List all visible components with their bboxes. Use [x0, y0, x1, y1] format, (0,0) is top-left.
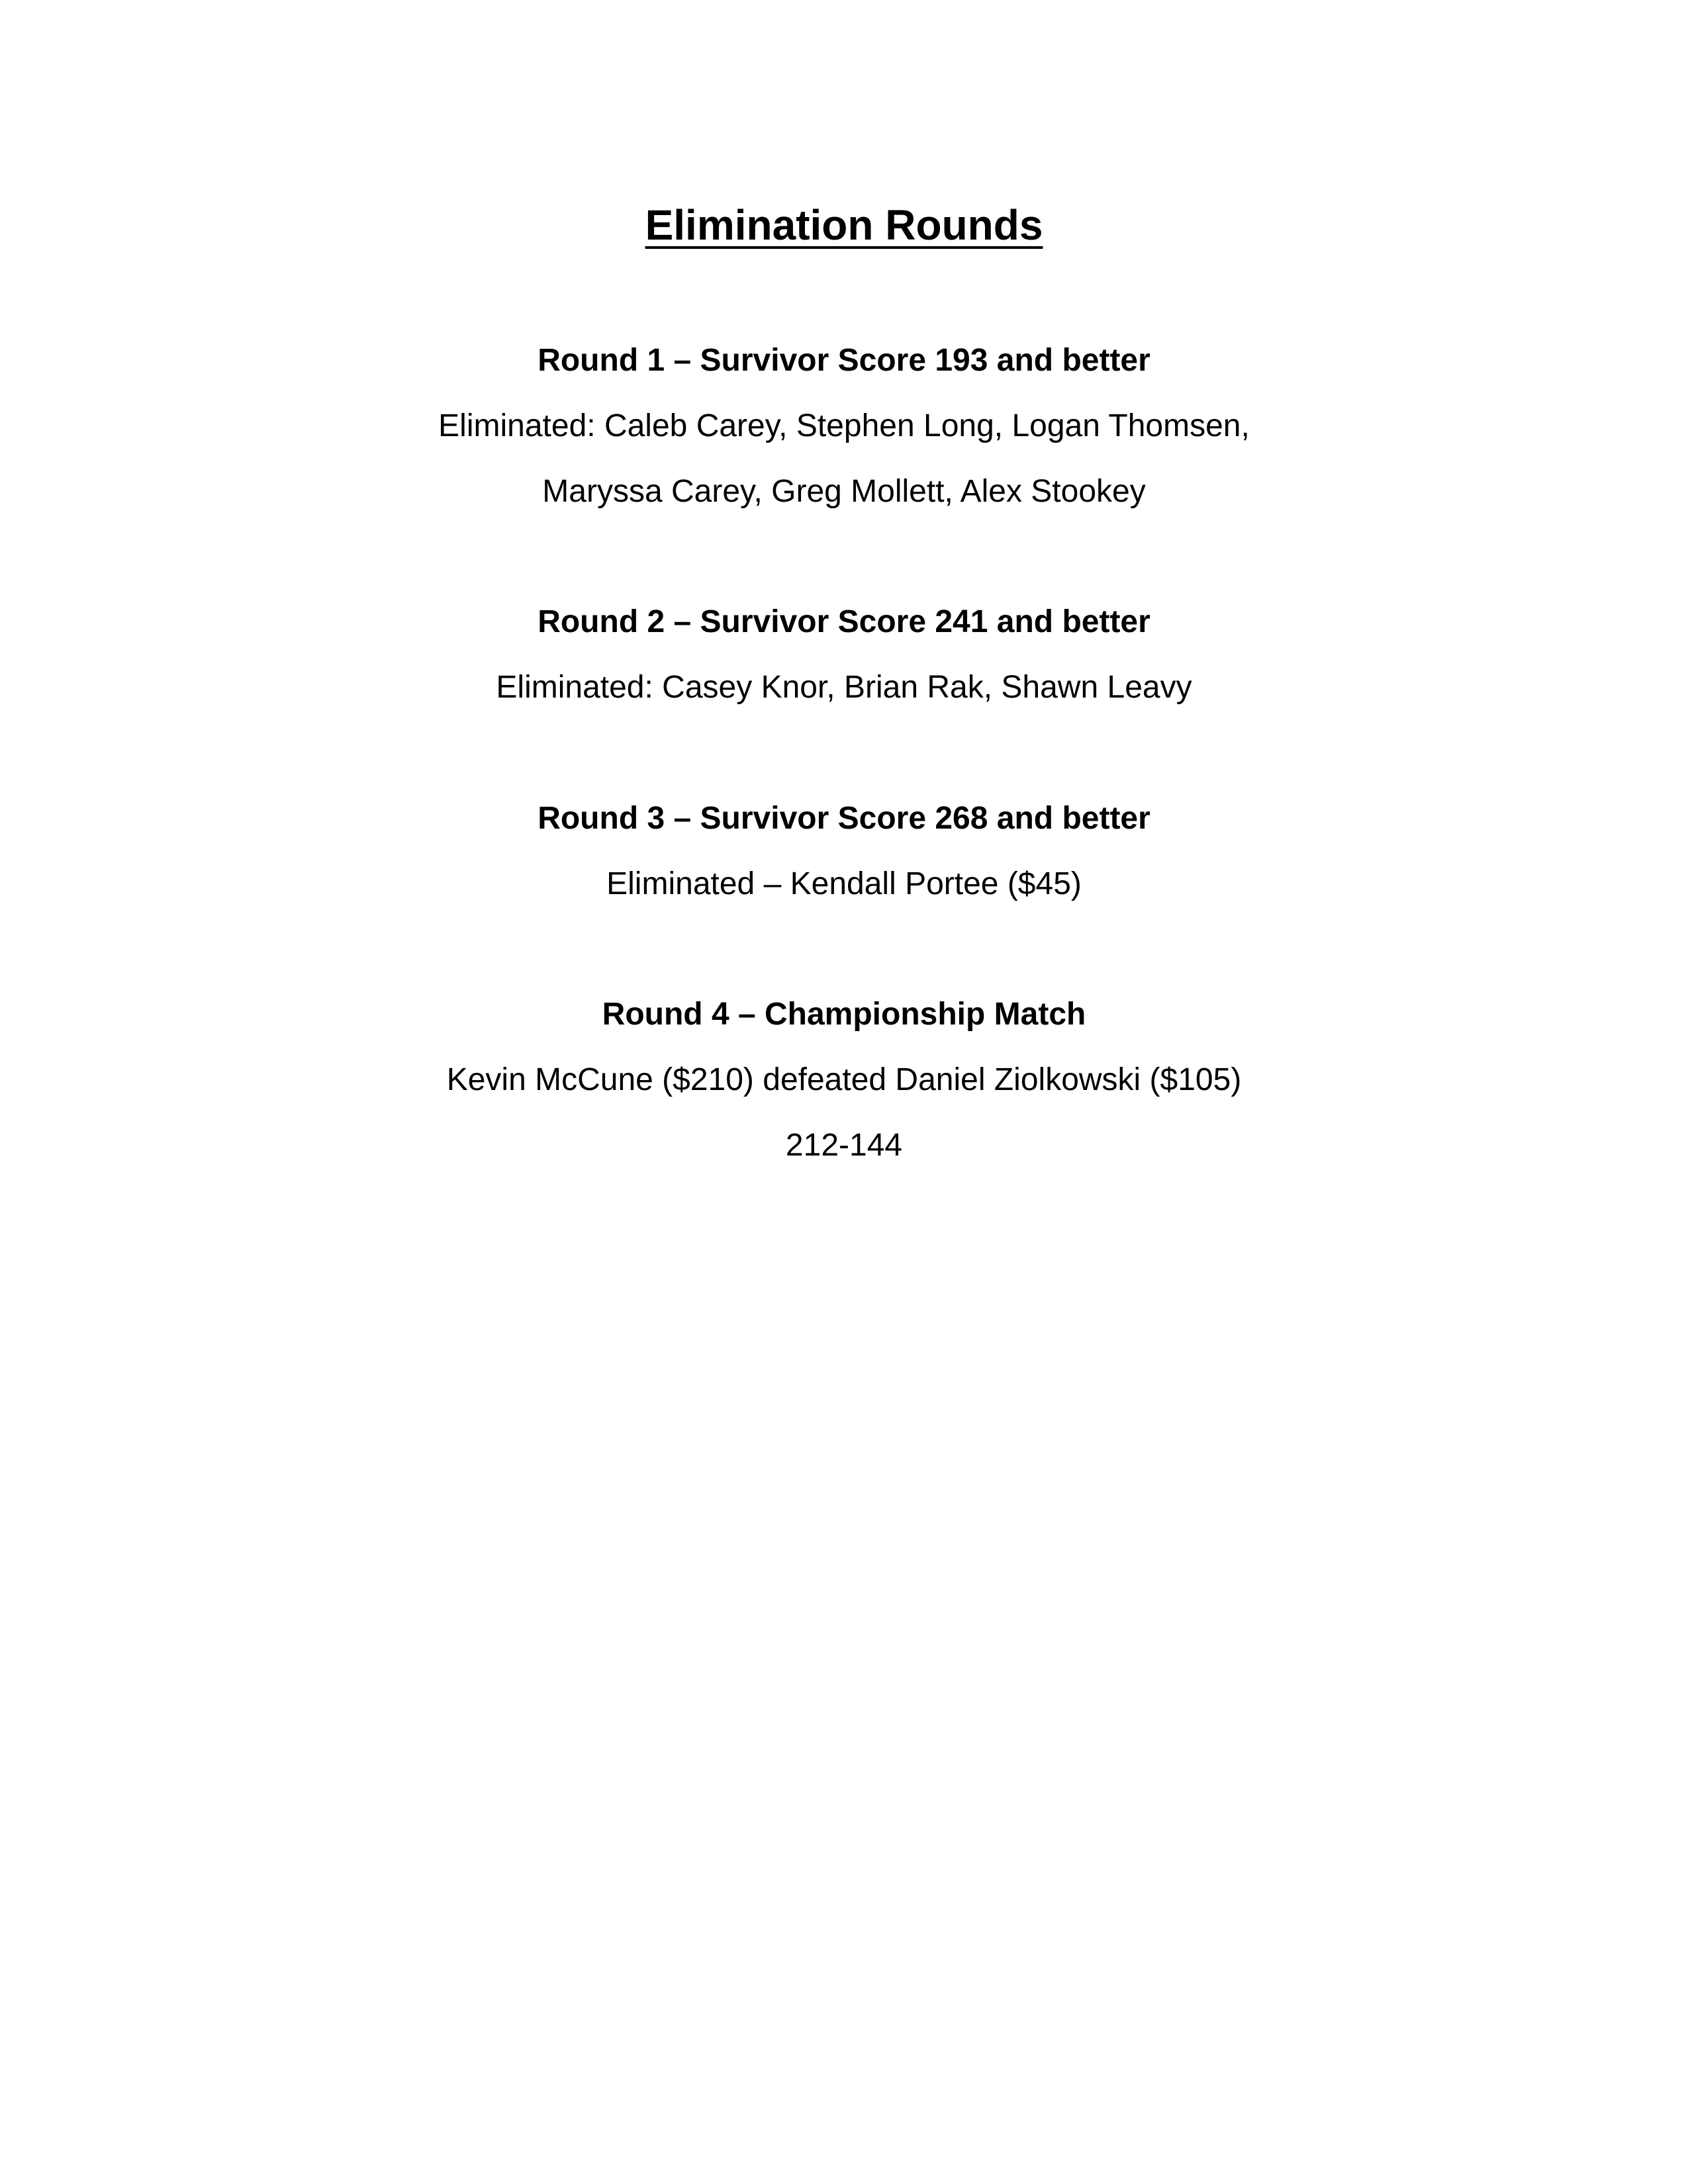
round-1-heading: Round 1 – Survivor Score 193 and better [538, 343, 1150, 378]
round-1-eliminated-line-1: Eliminated: Caleb Carey, Stephen Long, Logan Thomsen, [438, 408, 1250, 443]
page-title: Elimination Rounds [645, 201, 1043, 249]
round-3-eliminated-line: Eliminated – Kendall Portee ($45) [606, 866, 1082, 901]
round-2-eliminated-line: Eliminated: Casey Knor, Brian Rak, Shawn Leavy [496, 670, 1192, 705]
round-3-heading: Round 3 – Survivor Score 268 and better [538, 801, 1150, 836]
round-2-heading: Round 2 – Survivor Score 241 and better [538, 604, 1150, 639]
round-4-result-line: Kevin McCune ($210) defeated Daniel Ziolkowski ($105) [446, 1062, 1242, 1097]
round-4-heading: Round 4 – Championship Match [602, 997, 1086, 1032]
round-1-eliminated-line-2: Maryssa Carey, Greg Mollett, Alex Stookey [542, 474, 1146, 509]
round-4-score-line: 212-144 [785, 1128, 903, 1163]
